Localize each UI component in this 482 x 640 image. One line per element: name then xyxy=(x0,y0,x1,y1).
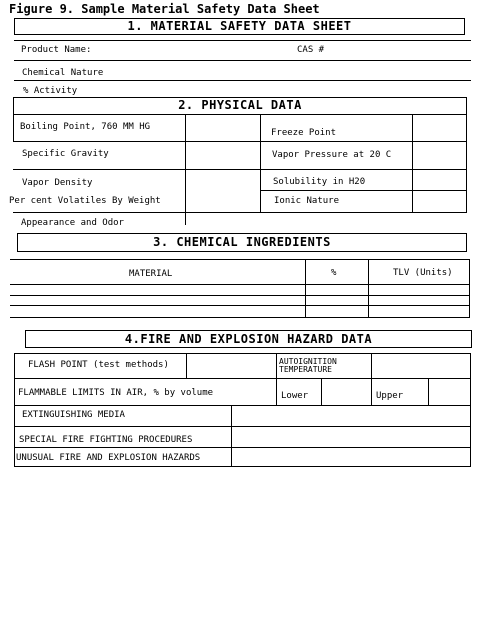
divider xyxy=(14,40,471,41)
divider xyxy=(14,60,471,61)
grid-line xyxy=(186,353,187,378)
grid-line xyxy=(466,115,467,213)
extinguishing-media-label: EXTINGUISHING MEDIA xyxy=(22,410,125,420)
upper-label: Upper xyxy=(376,391,404,401)
grid-line xyxy=(13,141,467,142)
grid-line xyxy=(276,353,277,405)
temperature-label: TEMPERATURE xyxy=(279,365,332,374)
vapor-density-label: Vapor Density xyxy=(22,178,93,188)
grid-line xyxy=(428,378,429,405)
grid-line xyxy=(14,447,471,448)
lower-label: Lower xyxy=(281,391,309,401)
activity-label: % Activity xyxy=(23,86,78,96)
freeze-point-label: Freeze Point xyxy=(271,128,337,138)
table-rule xyxy=(305,259,306,318)
grid-line xyxy=(14,378,471,379)
table-rule xyxy=(10,317,470,318)
section-1-heading: 1. MATERIAL SAFETY DATA SHEET xyxy=(14,18,465,35)
grid-line xyxy=(14,405,471,406)
specific-gravity-label: Specific Gravity xyxy=(22,149,109,159)
tlv-column-header: TLV (Units) xyxy=(393,268,453,278)
grid-line xyxy=(14,426,471,427)
grid-line xyxy=(260,190,467,191)
grid-line xyxy=(231,405,232,467)
grid-line xyxy=(13,169,467,170)
flammable-limits-label: FLAMMABLE LIMITS IN AIR, % by volume xyxy=(18,388,214,398)
table-rule xyxy=(10,259,470,260)
boiling-point-label: Boiling Point, 760 MM HG xyxy=(20,122,151,132)
grid-line xyxy=(13,212,467,213)
grid-line xyxy=(470,353,471,467)
product-name-label: Product Name: xyxy=(21,45,92,55)
percent-column-header: % xyxy=(331,268,337,278)
autoignition-label: AUTOIGNITION xyxy=(279,357,337,366)
grid-line xyxy=(371,353,372,405)
table-rule xyxy=(10,295,470,296)
divider xyxy=(14,80,471,81)
cas-label: CAS # xyxy=(297,45,325,55)
vapor-pressure-label: Vapor Pressure at 20 C xyxy=(272,150,392,160)
grid-line xyxy=(185,115,186,225)
unusual-hazards-label: UNUSUAL FIRE AND EXPLOSION HAZARDS xyxy=(16,453,201,463)
section-2-heading: 2. PHYSICAL DATA xyxy=(13,97,467,115)
grid-line xyxy=(14,353,15,467)
solubility-label: Solubility in H20 xyxy=(273,177,366,187)
grid-line xyxy=(14,353,471,354)
figure-title: Figure 9. Sample Material Safety Data Sheet xyxy=(9,2,320,16)
grid-line xyxy=(14,466,471,467)
appearance-label: Appearance and Odor xyxy=(21,218,124,228)
flash-point-label: FLASH POINT (test methods) xyxy=(28,360,169,370)
grid-line xyxy=(321,378,322,405)
chemical-nature-label: Chemical Nature xyxy=(22,68,104,78)
grid-line xyxy=(412,115,413,213)
ionic-nature-label: Ionic Nature xyxy=(274,196,340,206)
table-rule xyxy=(368,259,369,318)
section-4-heading: 4.FIRE AND EXPLOSION HAZARD DATA xyxy=(25,330,472,348)
grid-line xyxy=(260,115,261,213)
table-rule xyxy=(10,284,470,285)
volatiles-label: Per cent Volatiles By Weight xyxy=(9,196,161,206)
material-column-header: MATERIAL xyxy=(129,269,173,279)
table-rule xyxy=(469,259,470,318)
special-procedures-label: SPECIAL FIRE FIGHTING PROCEDURES xyxy=(19,435,193,445)
grid-line xyxy=(13,115,14,141)
table-rule xyxy=(10,305,470,306)
section-3-heading: 3. CHEMICAL INGREDIENTS xyxy=(17,233,467,252)
